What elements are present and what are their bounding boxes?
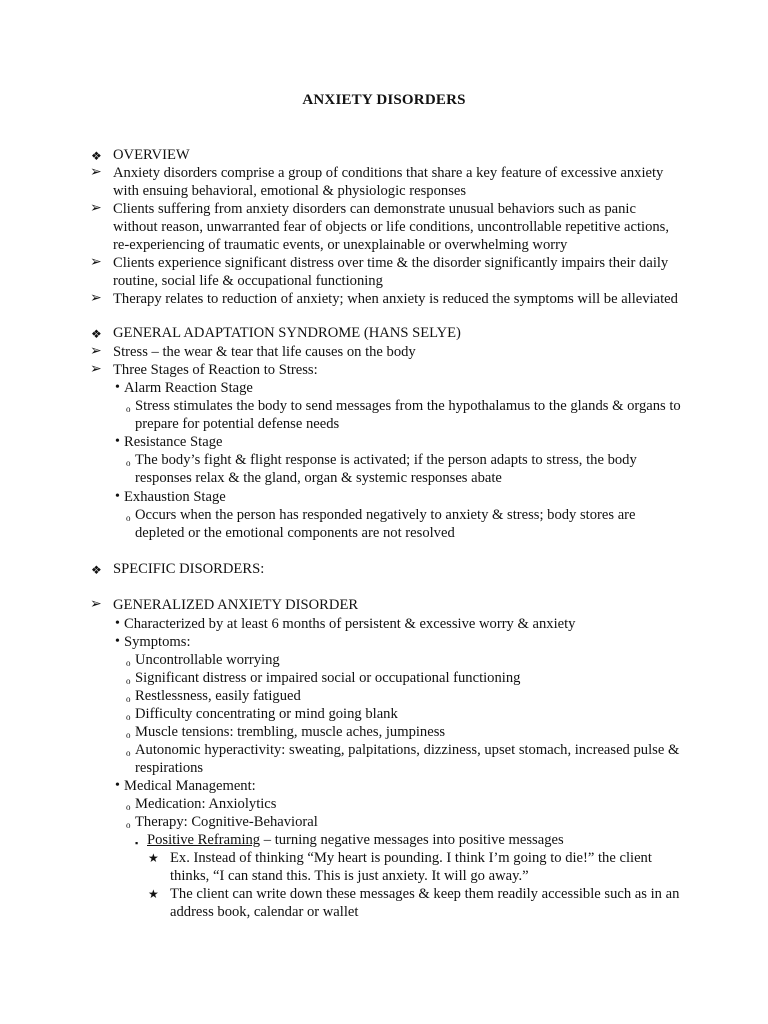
diamond-bullet-icon: ❖ [91, 149, 102, 163]
gad-therapy: Therapy: Cognitive-Behavioral [135, 814, 318, 830]
circle-bullet-icon: o [126, 802, 131, 812]
overview-item-1-line-2: with ensuing behavioral, emotional & physiologic responses [113, 183, 467, 199]
gas-three-stages: Three Stages of Reaction to Stress: [113, 362, 318, 378]
circle-bullet-icon: o [126, 694, 131, 704]
dot-bullet-icon: • [115, 616, 120, 631]
gad-symptom: Autonomic hyperactivity: sweating, palpitations, dizziness, upset stomach, increased pulse & [135, 742, 680, 758]
page-title: ANXIETY DISORDERS [302, 92, 466, 108]
arrow-bullet-icon: ➢ [90, 597, 102, 612]
gad-heading: GENERALIZED ANXIETY DISORDER [113, 597, 359, 613]
stage-exhaustion-detail-line-2: depleted or the emotional components are not resolved [135, 525, 455, 541]
arrow-bullet-icon: ➢ [90, 255, 102, 270]
dot-bullet-icon: • [115, 778, 120, 793]
overview-item-3-line-2: routine, social life & occupational functioning [113, 273, 383, 289]
diamond-bullet-icon: ❖ [91, 327, 102, 341]
dot-bullet-icon: • [115, 489, 120, 504]
stage-resistance-detail-line-1: The body’s fight & flight response is activated; if the person adapts to stress, the body [135, 452, 637, 468]
gad-symptom: Restlessness, easily fatigued [135, 688, 301, 704]
diamond-bullet-icon: ❖ [91, 563, 102, 577]
overview-item-2-line-2: without reason, unwarranted fear of objects or life conditions, uncontrollable repetitive actions, [113, 219, 670, 235]
overview-item-3-line-1: Clients experience significant distress over time & the disorder significantly impairs their daily [113, 255, 669, 271]
positive-reframing-term: Positive Reframing [147, 832, 261, 848]
circle-bullet-icon: o [126, 513, 131, 523]
circle-bullet-icon: o [126, 748, 131, 758]
circle-bullet-icon: o [126, 820, 131, 830]
overview-item-2-line-1: Clients suffering from anxiety disorders can demonstrate unusual behaviors such as panic [113, 201, 636, 217]
gas-heading: GENERAL ADAPTATION SYNDROME (HANS SELYE) [113, 325, 461, 341]
gad-symptom: Significant distress or impaired social or occupational functioning [135, 670, 521, 686]
example-2-line-2: address book, calendar or wallet [170, 904, 359, 920]
stage-alarm-detail-line-2: prepare for potential defense needs [135, 416, 340, 432]
arrow-bullet-icon: ➢ [90, 344, 102, 359]
specific-disorders-heading: SPECIFIC DISORDERS: [113, 561, 265, 577]
dot-bullet-icon: • [115, 634, 120, 649]
arrow-bullet-icon: ➢ [90, 291, 102, 306]
stage-resistance-detail-line-2: responses relax & the gland, organ & systemic responses abate [135, 470, 502, 486]
gad-symptom: Muscle tensions: trembling, muscle aches, jumpiness [135, 724, 446, 740]
example-2-line-1: The client can write down these messages & keep them readily accessible such as in an [170, 886, 680, 902]
circle-bullet-icon: o [126, 658, 131, 668]
circle-bullet-icon: o [126, 458, 131, 468]
gad-symptom-continued: respirations [135, 760, 204, 776]
dot-bullet-icon: • [115, 380, 120, 395]
arrow-bullet-icon: ➢ [90, 362, 102, 377]
example-1-line-1: Ex. Instead of thinking “My heart is pounding. I think I’m going to die!” the client [170, 850, 652, 866]
square-bullet-icon: ▪ [135, 838, 139, 848]
stage-alarm-detail-line-1: Stress stimulates the body to send messages from the hypothalamus to the glands & organs to [135, 398, 681, 414]
overview-item-2-line-3: re-experiencing of traumatic events, or unexplainable or overwhelming worry [113, 237, 568, 253]
reframing-line [147, 831, 564, 849]
stage-resistance-name: Resistance Stage [124, 434, 223, 450]
gad-symptom: Uncontrollable worrying [135, 652, 280, 668]
stage-exhaustion-detail-line-1: Occurs when the person has responded negatively to anxiety & stress; body stores are [135, 507, 636, 523]
star-bullet-icon: ★ [148, 887, 159, 901]
arrow-bullet-icon: ➢ [90, 201, 102, 216]
stage-exhaustion-name: Exhaustion Stage [124, 489, 226, 505]
example-1-line-2: thinks, “I can stand this. This is just anxiety. It will go away.” [170, 868, 529, 884]
gas-stress-definition: Stress – the wear & tear that life causes on the body [113, 344, 416, 360]
dot-bullet-icon: • [115, 434, 120, 449]
overview-item-4-line-1: Therapy relates to reduction of anxiety; when anxiety is reduced the symptoms will be alleviated [113, 291, 678, 307]
overview-heading: OVERVIEW [113, 147, 190, 163]
gad-management-label: Medical Management: [124, 778, 256, 794]
gad-symptoms-label: Symptoms: [124, 634, 191, 650]
reframing-definition: – turning negative messages into positive messages [260, 832, 564, 848]
circle-bullet-icon: o [126, 712, 131, 722]
stage-alarm-name: Alarm Reaction Stage [124, 380, 253, 396]
gad-symptom: Difficulty concentrating or mind going blank [135, 706, 398, 722]
gad-medication: Medication: Anxiolytics [135, 796, 277, 812]
arrow-bullet-icon: ➢ [90, 165, 102, 180]
gad-characterized: Characterized by at least 6 months of persistent & excessive worry & anxiety [124, 616, 576, 632]
star-bullet-icon: ★ [148, 851, 159, 865]
circle-bullet-icon: o [126, 404, 131, 414]
overview-item-1-line-1: Anxiety disorders comprise a group of conditions that share a key feature of excessive anxiety [113, 165, 664, 181]
circle-bullet-icon: o [126, 676, 131, 686]
circle-bullet-icon: o [126, 730, 131, 740]
